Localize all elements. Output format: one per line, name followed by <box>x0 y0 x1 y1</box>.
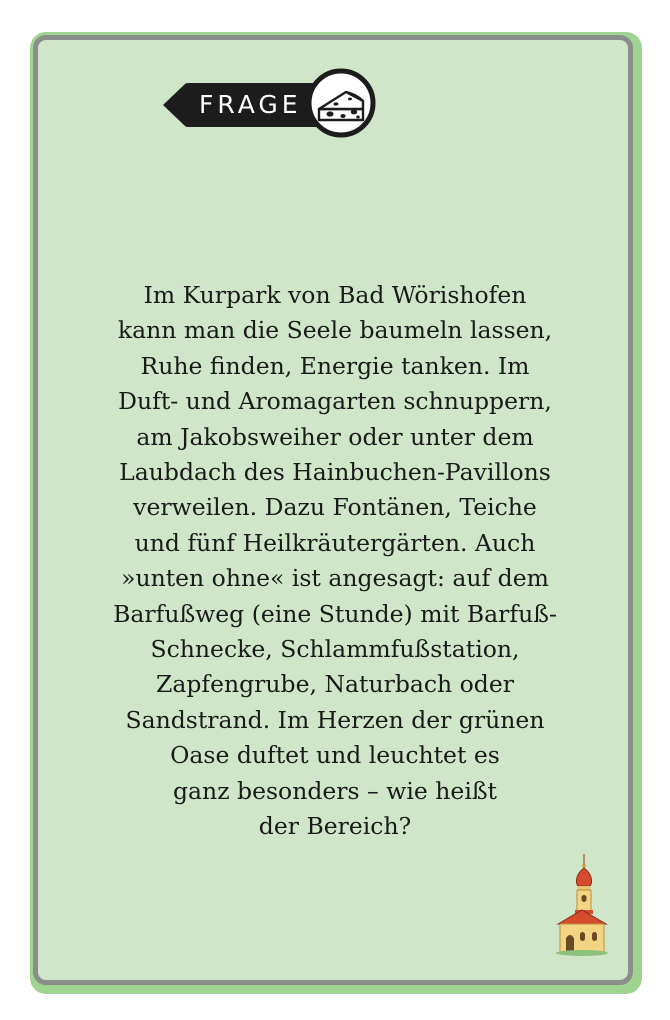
cheese-icon <box>306 68 376 138</box>
church-icon <box>552 852 612 957</box>
question-line: »unten ohne« ist angesagt: auf dem <box>121 564 549 593</box>
question-line: verweilen. Dazu Fontänen, Teiche <box>133 493 537 522</box>
question-line: und fünf Heilkräutergärten. Auch <box>134 528 536 557</box>
question-line: Schnecke, Schlammfußstation, <box>150 635 520 664</box>
question-text <box>60 278 610 845</box>
question-line: Barfußweg (eine Stunde) mit Barfuß- <box>113 599 557 628</box>
question-line: der Bereich? <box>258 812 412 841</box>
question-line: ganz besonders – wie heißt <box>173 776 497 805</box>
question-line: Ruhe finden, Energie tanken. Im <box>140 351 530 380</box>
question-line: Duft- und Aromagarten schnuppern, <box>118 387 552 416</box>
question-line: Im Kurpark von Bad Wörishofen <box>143 281 527 309</box>
question-line: Zapfengrube, Naturbach oder <box>156 670 514 699</box>
question-line: Sandstrand. Im Herzen der grünen <box>125 705 545 734</box>
question-line: Oase duftet und leuchtet es <box>170 741 500 770</box>
question-line: Laubdach des Hainbuchen-Pavillons <box>119 458 551 487</box>
question-line: kann man die Seele baumeln lassen, <box>117 316 553 345</box>
question-line: am Jakobsweiher oder unter dem <box>136 422 534 451</box>
tag-label: FRAGE <box>199 90 302 119</box>
